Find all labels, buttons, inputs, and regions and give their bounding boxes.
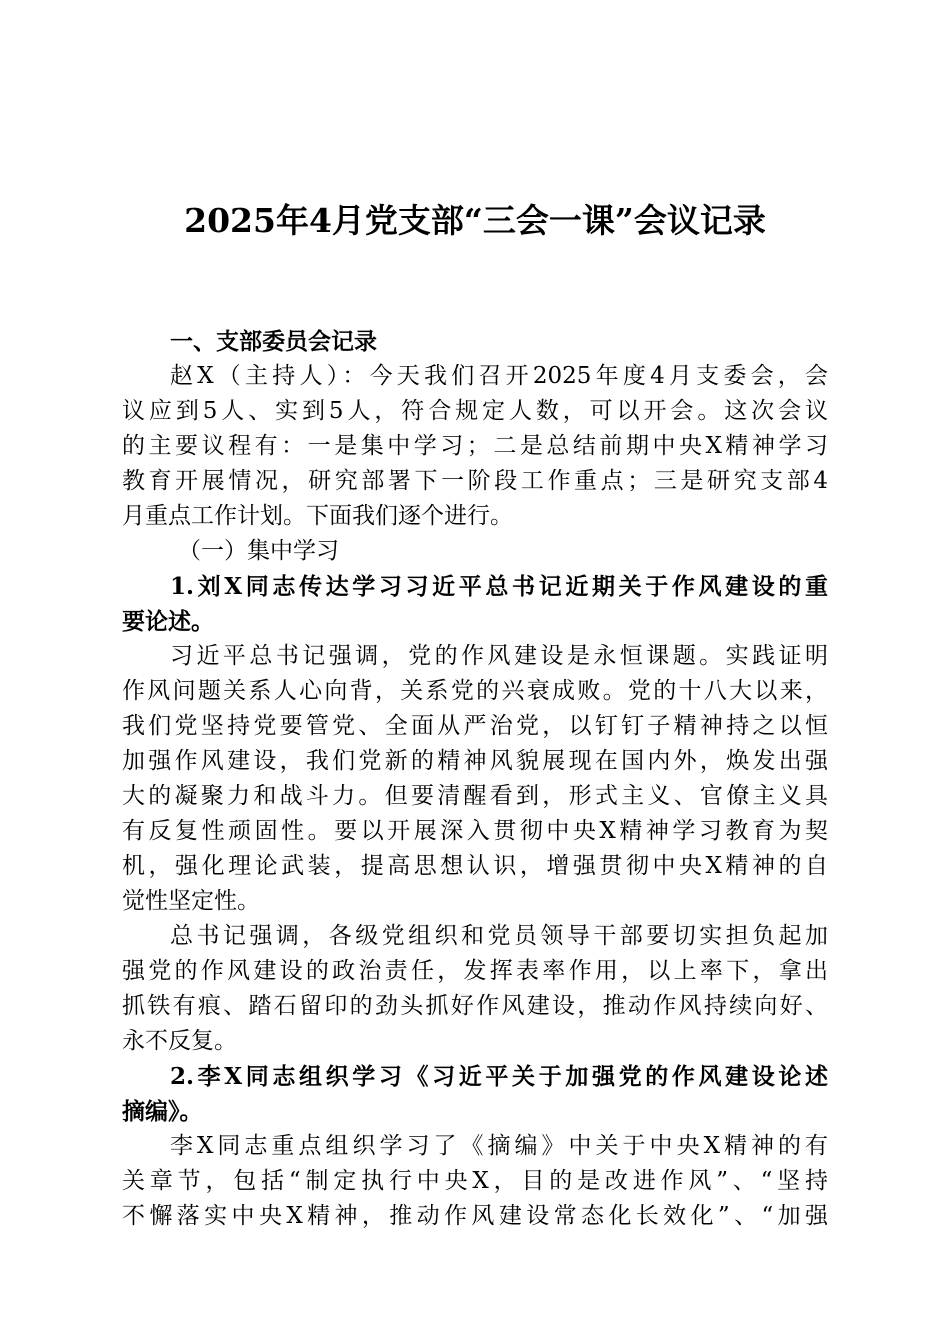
paragraph-line: 有反复性顽固性。要以开展深入贯彻中央X精神学习教育为契 xyxy=(122,818,828,844)
paragraph-line: 永不反复。 xyxy=(122,1028,237,1054)
document-title: 2025年4月党支部“三会一课”会议记录 xyxy=(184,201,766,240)
paragraph-line: 赵X（主持人）：今天我们召开2025年度4月支委会，会 xyxy=(170,363,828,389)
paragraph-line: 我们党坚持党要管党、全面从严治党，以钉钉子精神持之以恒 xyxy=(122,713,828,739)
paragraph-line: 月重点工作计划。下面我们逐个进行。 xyxy=(122,503,513,529)
paragraph-line: 加强作风建设，我们党新的精神风貌展现在国内外，焕发出强 xyxy=(122,748,828,774)
paragraph-line: 李X同志重点组织学习了《摘编》中关于中央X精神的有 xyxy=(170,1133,828,1159)
paragraph-line: 觉性坚定性。 xyxy=(122,888,260,914)
item-heading: 要论述。 xyxy=(122,608,214,635)
paragraph-line: 议应到5人、实到5人，符合规定人数，可以开会。这次会议 xyxy=(122,398,828,424)
paragraph-line: 总书记强调，各级党组织和党员领导干部要切实担负起加 xyxy=(170,923,828,949)
document-body xyxy=(122,324,828,1234)
paragraph-line: 机，强化理论武装，提高思想认识，增强贯彻中央X精神的自 xyxy=(122,853,828,879)
paragraph-line: 的主要议程有：一是集中学习；二是总结前期中央X精神学习 xyxy=(122,433,828,459)
paragraph-line: 大的凝聚力和战斗力。但要清醒看到，形式主义、官僚主义具 xyxy=(122,783,828,809)
paragraph-line: 习近平总书记强调，党的作风建设是永恒课题。实践证明 xyxy=(170,643,828,669)
paragraph-line: 强党的作风建设的政治责任，发挥表率作用，以上率下，拿出 xyxy=(122,958,828,984)
paragraph-line: 抓铁有痕、踏石留印的劲头抓好作风建设，推动作风持续向好、 xyxy=(122,993,828,1019)
item-heading: 摘编》。 xyxy=(122,1098,203,1125)
paragraph-line: 作风问题关系人心向背，关系党的兴衰成败。党的十八大以来， xyxy=(122,678,828,704)
paragraph-line: 教育开展情况，研究部署下一阶段工作重点；三是研究支部4 xyxy=(122,468,828,494)
paragraph-line: 不懈落实中央X精神，推动作风建设常态化长效化”、“加强 xyxy=(122,1203,828,1229)
subsection-heading: （一）集中学习 xyxy=(178,538,339,564)
item-heading: 2.李X同志组织学习《习近平关于加强党的作风建设论述 xyxy=(170,1063,828,1090)
paragraph-line: 关章节，包括“制定执行中央X，目的是改进作风”、“坚持 xyxy=(122,1168,828,1194)
item-heading: 1.刘X同志传达学习习近平总书记近期关于作风建设的重 xyxy=(170,573,828,600)
section-heading: 一、支部委员会记录 xyxy=(170,328,377,355)
